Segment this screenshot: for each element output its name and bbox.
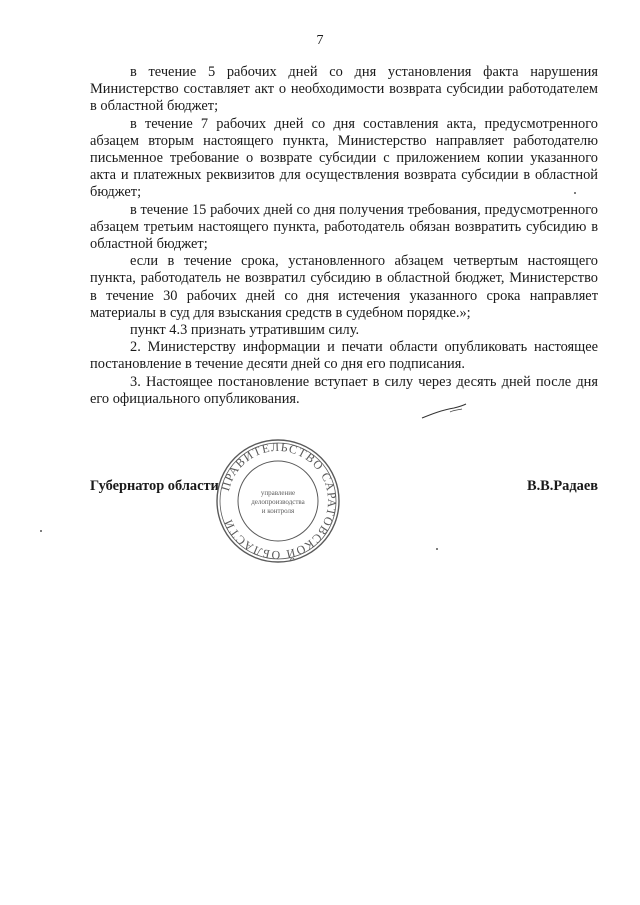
seal-inner-line-2: делопроизводства: [251, 498, 305, 506]
signatory-title: Губернатор области: [90, 478, 219, 494]
seal-inner-line-3: и контроля: [261, 507, 295, 515]
page-number: 7: [316, 33, 324, 48]
paragraph-effective-date: 3. Настоящее постановление вступает в силу через десять дней после дня его официального опубликования.: [90, 373, 598, 407]
scan-speck: [574, 192, 576, 194]
seal-inner-line-1: управление: [260, 489, 296, 497]
paragraph-violation-act: в течение 5 рабочих дней со дня установления факта нарушения Министерство составляет акт о необходимости возврата субсидии работодателем в областной бюджет;: [90, 64, 598, 115]
seal-outer-text: ПРАВИТЕЛЬСТВО САРАТОВСКОЙ ОБЛАСТИ: [218, 439, 340, 563]
document-body: [90, 64, 598, 408]
scan-speck: [436, 548, 438, 550]
paragraph-publication: 2. Министерству информации и печати области опубликовать настоящее постановление в течение десяти дней со дня его подписания.: [90, 339, 598, 373]
pen-mark: [420, 400, 468, 422]
paragraph-refund-demand: в течение 7 рабочих дней со дня составления акта, предусмотренного абзацем вторым настоящего пункта, Министерство направляет работодателю письменное требование о возврате субсидии с приложением копии указанного акта и платежных реквизитов для осуществления возврата субсидии в областной бюджет;: [90, 115, 598, 201]
paragraph-clause-void: пункт 4.3 признать утратившим силу.: [130, 322, 360, 339]
signatory-name: В.В.Радаев: [526, 478, 598, 494]
paragraph-employer-refund: в течение 15 рабочих дней со дня получения требования, предусмотренного абзацем третьим настоящего пункта, работодатель обязан возвратить субсидию в областной бюджет;: [90, 201, 598, 253]
official-seal: [214, 437, 342, 565]
paragraph-court-materials: если в течение срока, установленного абзацем четвертым настоящего пункта, работодатель не возвратил субсидию в областной бюджет, Министерство в течение 30 рабочих дней со дня истечения указанного срока направляет материалы в суд для взыскания средств в судебном порядке.»;: [90, 253, 598, 321]
scan-speck: [40, 530, 42, 532]
